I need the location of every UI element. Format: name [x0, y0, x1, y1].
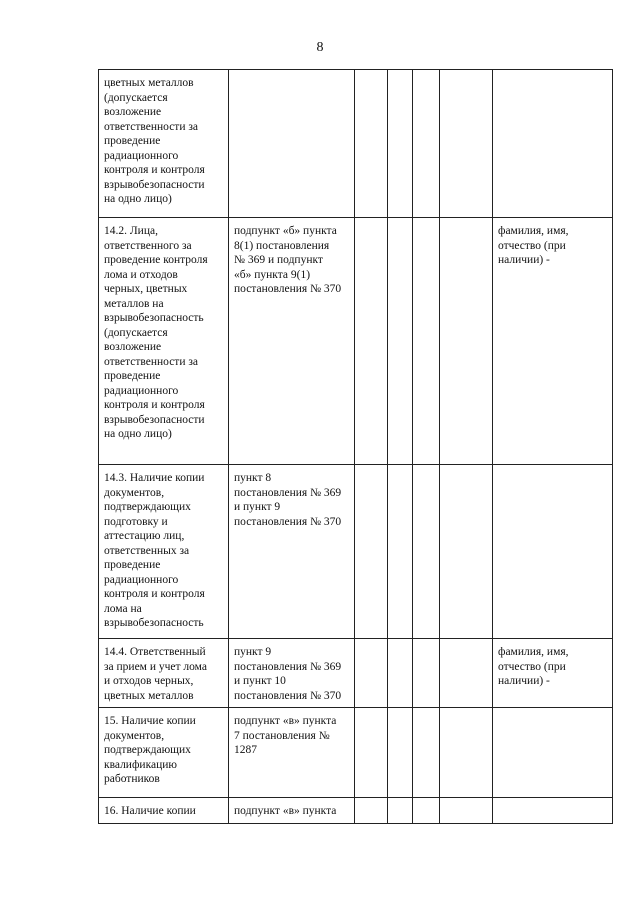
table-row — [99, 70, 613, 218]
answer-na-cell — [413, 708, 440, 798]
requirement-cell: 14.4. Ответственный за прием и учет лома и отходов черных, цветных металлов — [99, 639, 229, 708]
page-number: 8 — [316, 40, 324, 55]
requirement-cell: цветных металлов (допускается возложение ответственности за проведение радиационного контроля и контроля взрывобезопасности на одно лицо) — [99, 70, 229, 218]
note-cell — [493, 70, 613, 218]
answer-extra-cell — [440, 465, 493, 639]
note-cell — [493, 798, 613, 824]
note-cell: фамилия, имя, отчество (при наличии) - — [493, 218, 613, 465]
answer-yes-cell — [355, 70, 388, 218]
requirement-cell: 14.2. Лица, ответственного за проведение контроля лома и отходов черных, цветных металлов на взрывобезопасность (допускается возложение ответственности за проведение радиационного контроля и контроля взрывобезопасности на одно лицо) — [99, 218, 229, 465]
requirement-cell: 15. Наличие копии документов, подтверждающих квалификацию работников — [99, 708, 229, 798]
reference-cell: пункт 8 постановления № 369 и пункт 9 постановления № 370 — [229, 465, 355, 639]
answer-yes-cell — [355, 465, 388, 639]
answer-na-cell — [413, 465, 440, 639]
answer-no-cell — [388, 798, 413, 824]
checklist-table — [98, 69, 613, 824]
answer-no-cell — [388, 639, 413, 708]
answer-no-cell — [388, 218, 413, 465]
answer-yes-cell — [355, 218, 388, 465]
answer-no-cell — [388, 465, 413, 639]
note-cell: фамилия, имя, отчество (при наличии) - — [493, 639, 613, 708]
requirement-cell: 14.3. Наличие копии документов, подтверждающих подготовку и аттестацию лиц, ответственных за проведение радиационного контроля и контроля лома на взрывобезопасность — [99, 465, 229, 639]
answer-extra-cell — [440, 639, 493, 708]
answer-na-cell — [413, 218, 440, 465]
table-row — [99, 465, 613, 639]
answer-na-cell — [413, 798, 440, 824]
requirement-cell: 16. Наличие копии — [99, 798, 229, 824]
answer-yes-cell — [355, 639, 388, 708]
table-row — [99, 639, 613, 708]
reference-cell: подпункт «в» пункта — [229, 798, 355, 824]
reference-cell — [229, 70, 355, 218]
answer-extra-cell — [440, 708, 493, 798]
note-cell — [493, 708, 613, 798]
answer-yes-cell — [355, 708, 388, 798]
reference-cell: подпункт «б» пункта 8(1) постановления № 369 и подпункт «б» пункта 9(1) постановления № 370 — [229, 218, 355, 465]
table-row — [99, 708, 613, 798]
answer-yes-cell — [355, 798, 388, 824]
answer-extra-cell — [440, 218, 493, 465]
note-cell — [493, 465, 613, 639]
answer-extra-cell — [440, 70, 493, 218]
reference-cell: пункт 9 постановления № 369 и пункт 10 постановления № 370 — [229, 639, 355, 708]
table-row — [99, 218, 613, 465]
answer-na-cell — [413, 639, 440, 708]
answer-no-cell — [388, 708, 413, 798]
answer-no-cell — [388, 70, 413, 218]
answer-extra-cell — [440, 798, 493, 824]
reference-cell: подпункт «в» пункта 7 постановления № 1287 — [229, 708, 355, 798]
answer-na-cell — [413, 70, 440, 218]
table-row — [99, 798, 613, 824]
